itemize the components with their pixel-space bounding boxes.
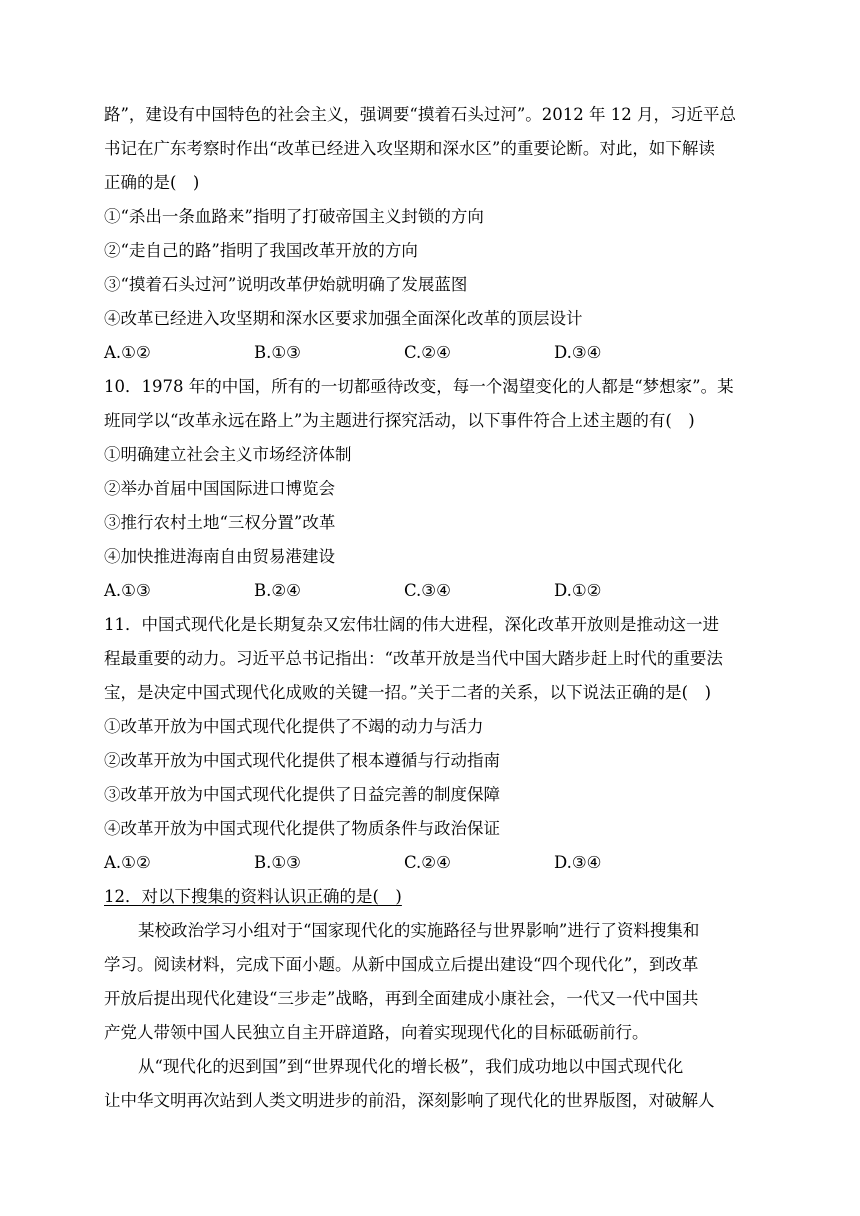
question-11-item: ②改革开放为中国式现代化提供了根本遵循与行动指南 [104, 751, 500, 770]
option-c: C.②④ [404, 343, 451, 362]
option-b: B.①③ [254, 853, 301, 872]
material-paragraph-line: 产党人带领中国人民独立自主开辟道路，向着实现现代化的目标砥砺前行。 [104, 1023, 649, 1042]
question-11-options [104, 846, 754, 880]
question-9-stem-line: 书记在广东考察时作出“改革已经进入攻坚期和深水区”的重要论断。对此，如下解读 [104, 139, 715, 158]
question-9-item: ④改革已经进入攻坚期和深水区要求加强全面深化改革的顶层设计 [104, 309, 583, 328]
option-a: A.①② [104, 853, 151, 872]
question-9 [104, 98, 754, 370]
question-11-stem-line: 程最重要的动力。习近平总书记指出：“改革开放是当代中国大踏步赶上时代的重要法 [104, 649, 723, 668]
option-d: D.③④ [554, 343, 602, 362]
question-10-stem-line: 10．1978 年的中国，所有的一切都亟待改变，每一个渴望变化的人都是“梦想家”。某 [104, 377, 734, 396]
option-b: B.①③ [254, 343, 301, 362]
question-content [104, 98, 754, 1118]
question-10-item: ④加快推进海南自由贸易港建设 [104, 547, 335, 566]
question-9-stem-line: 正确的是( ) [104, 173, 200, 192]
question-11-stem-line: 宝，是决定中国式现代化成败的关键一招。”关于二者的关系，以下说法正确的是( ) [104, 683, 712, 702]
question-10-item: ①明确建立社会主义市场经济体制 [104, 445, 352, 464]
question-12-title: 12．对以下搜集的资料认识正确的是( ) [104, 887, 402, 906]
question-11 [104, 608, 754, 880]
option-d: D.①② [554, 581, 602, 600]
question-9-options [104, 336, 754, 370]
question-11-item: ①改革开放为中国式现代化提供了不竭的动力与活力 [104, 717, 484, 736]
material-paragraph-line: 学习。阅读材料，完成下面小题。从新中国成立后提出建设“四个现代化”，到改革 [104, 955, 699, 974]
question-10-item: ③推行农村土地“三权分置”改革 [104, 513, 336, 532]
question-12 [104, 880, 754, 1118]
question-11-item: ④改革开放为中国式现代化提供了物质条件与政治保证 [104, 819, 500, 838]
material-paragraph-line: 从“现代化的迟到国”到“世界现代化的增长极”，我们成功地以中国式现代化 [138, 1057, 684, 1076]
option-d: D.③④ [554, 853, 602, 872]
material-paragraph-line: 让中华文明再次站到人类文明进步的前沿，深刻影响了现代化的世界版图，对破解人 [104, 1091, 715, 1110]
question-9-item: ①“杀出一条血路来”指明了打破帝国主义封锁的方向 [104, 207, 484, 226]
question-11-item: ③改革开放为中国式现代化提供了日益完善的制度保障 [104, 785, 500, 804]
question-9-item: ③“摸着石头过河”说明改革伊始就明确了发展蓝图 [104, 275, 468, 294]
question-11-stem-line: 11．中国式现代化是长期复杂又宏伟壮阔的伟大进程，深化改革开放则是推动这一进 [104, 615, 719, 634]
option-b: B.②④ [254, 581, 301, 600]
question-10 [104, 370, 754, 608]
option-c: C.③④ [404, 581, 451, 600]
material-paragraph-line: 开放后提出现代化建设“三步走”战略，再到全面建成小康社会，一代又一代中国共 [104, 989, 699, 1008]
material-paragraph-line: 某校政治学习小组对于“国家现代化的实施路径与世界影响”进行了资料搜集和 [138, 921, 700, 940]
option-a: A.①② [104, 343, 151, 362]
question-10-item: ②举办首届中国国际进口博览会 [104, 479, 335, 498]
option-a: A.①③ [104, 581, 151, 600]
option-c: C.②④ [404, 853, 451, 872]
question-9-item: ②“走自己的路”指明了我国改革开放的方向 [104, 241, 418, 260]
question-9-stem-line: 路”，建设有中国特色的社会主义，强调要“摸着石头过河”。2012 年 12 月，习近平总 [104, 105, 737, 124]
question-10-options [104, 574, 754, 608]
question-10-stem-line: 班同学以“改革永远在路上”为主题进行探究活动，以下事件符合上述主题的有( ) [104, 411, 695, 430]
